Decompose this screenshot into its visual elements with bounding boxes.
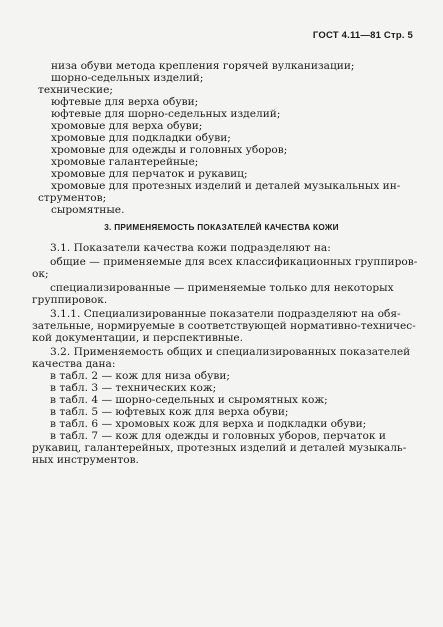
paragraph-line: специализированные — применяемые только для некоторых bbox=[50, 282, 394, 294]
list-item: технические; bbox=[38, 84, 113, 96]
paragraph-line: ок; bbox=[32, 268, 49, 280]
paragraph-line: рукавиц, галантерейных, протезных изделий и деталей музыкаль- bbox=[32, 442, 407, 454]
paragraph-line: ных инструментов. bbox=[32, 454, 139, 466]
list-item: хромовые галантерейные; bbox=[51, 156, 199, 168]
list-item: юфтевые для шорно-седельных изделий; bbox=[51, 108, 281, 120]
paragraph-line: качества дана: bbox=[32, 358, 116, 370]
paragraph-line: 3.2. Применяемость общих и специализированных показателей bbox=[50, 346, 411, 358]
paragraph-line: 3.1. Показатели качества кожи подразделяют на: bbox=[50, 242, 331, 254]
paragraph-line: в табл. 6 — хромовых кож для верха и подкладки обуви; bbox=[50, 418, 367, 430]
list-item: хромовые для одежды и головных уборов; bbox=[51, 144, 288, 156]
list-item: юфтевые для верха обуви; bbox=[51, 96, 199, 108]
list-item: хромовые для перчаток и рукавиц; bbox=[51, 168, 248, 180]
paragraph-line: в табл. 7 — кож для одежды и головных уборов, перчаток и bbox=[50, 430, 386, 442]
paragraph-line: зательные, нормируемые в соответствующей нормативно-техничес- bbox=[32, 320, 416, 332]
section-title: 3. ПРИМЕНЯЕМОСТЬ ПОКАЗАТЕЛЕЙ КАЧЕСТВА КОЖИ bbox=[104, 223, 339, 232]
list-item: хромовые для верха обуви; bbox=[51, 120, 203, 132]
list-item: хромовые для подкладки обуви; bbox=[51, 132, 231, 144]
list-item: шорно-седельных изделий; bbox=[51, 72, 204, 84]
list-item: хромовые для протезных изделий и деталей музыкальных ин- bbox=[51, 180, 401, 192]
list-item: струментов; bbox=[38, 192, 107, 204]
paragraph-line: в табл. 5 — юфтевых кож для верха обуви; bbox=[50, 406, 289, 418]
paragraph-line: общие — применяемые для всех классификационных группиров- bbox=[50, 256, 418, 268]
paragraph-line: в табл. 4 — шорно-седельных и сыромятных кож; bbox=[50, 394, 328, 406]
paragraph-line: группировок. bbox=[32, 294, 108, 306]
page-header: ГОСТ 4.11—81 Стр. 5 bbox=[312, 30, 413, 41]
paragraph-line: в табл. 2 — кож для низа обуви; bbox=[50, 370, 231, 382]
paragraph-line: кой документации, и перспективные. bbox=[32, 332, 244, 344]
list-item: сыромятные. bbox=[51, 204, 125, 216]
paragraph-line: в табл. 3 — технических кож; bbox=[50, 382, 217, 394]
paragraph-line: 3.1.1. Специализированные показатели подразделяют на обя- bbox=[50, 308, 401, 320]
list-item: низа обуви метода крепления горячей вулканизации; bbox=[51, 60, 355, 72]
